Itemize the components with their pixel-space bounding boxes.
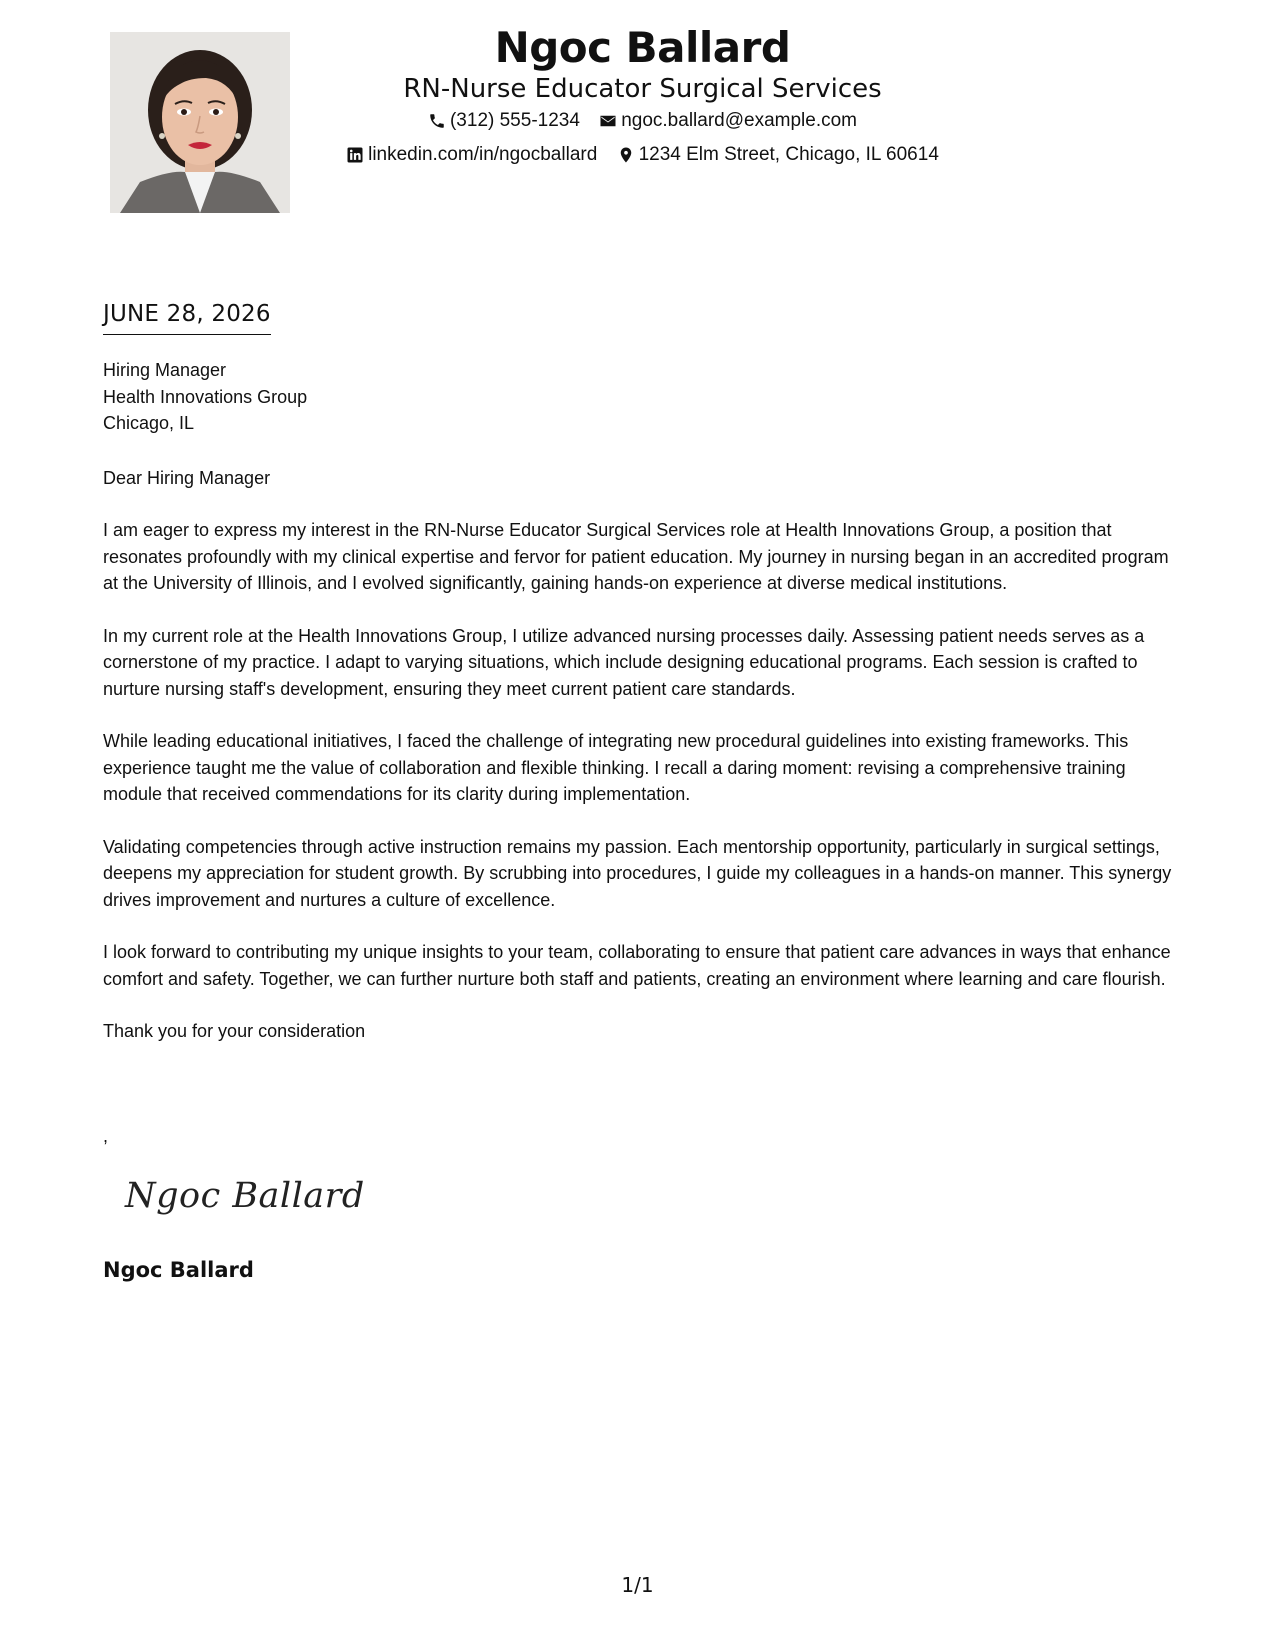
address-text: 1234 Elm Street, Chicago, IL 60614	[638, 144, 939, 165]
phone-contact	[428, 106, 580, 136]
header	[290, 22, 995, 174]
letter-body	[103, 357, 1178, 1045]
contact-line-1	[290, 106, 995, 140]
linkedin-contact[interactable]	[346, 140, 597, 170]
recipient-location: Chicago, IL	[103, 413, 195, 433]
map-marker-icon	[617, 146, 635, 164]
closing-comma: ,	[103, 1126, 109, 1146]
applicant-name: Ngoc Ballard	[494, 23, 791, 72]
paragraph: While leading educational initiatives, I faced the challenge of integrating new procedural guidelines into existing frameworks. This experience taught me the value of collaboration and flexible thinking. I recall a daring moment: revising a comprehensive training module that received commendations for its clarity during implementation.	[103, 731, 1129, 804]
recipient-name: Hiring Manager	[103, 360, 227, 380]
page-number: 1/1	[621, 1573, 654, 1597]
paragraph: I am eager to express my interest in the RN-Nurse Educator Surgical Services role at Health Innovations Group, a position that resonates profoundly with my clinical expertise and fervor for patient education. My journey in nursing began in an accredited program at the University of Illinois, and I evolved significantly, gaining hands-on experience at diverse medical institutions.	[103, 520, 1169, 593]
email-contact[interactable]	[599, 106, 857, 136]
recipient-company: Health Innovations Group	[103, 386, 308, 407]
letter-date: JUNE 28, 2026	[103, 298, 271, 335]
linkedin-icon	[346, 146, 364, 164]
paragraph: In my current role at the Health Innovations Group, I utilize advanced nursing processes daily. Assessing patient needs serves as a cornerstone of my practice. I adapt to varying situations, which include designing educational programs. Each session is crafted to nurture nursing staff's development, ensuring they meet current patient care standards.	[103, 625, 1145, 699]
signer-name: Ngoc Ballard	[103, 1258, 254, 1282]
phone-text: (312) 555-1234	[449, 110, 580, 131]
recipient-block	[103, 357, 1178, 437]
email-text[interactable]: ngoc.ballard@example.com	[621, 110, 857, 131]
profile-photo	[110, 32, 290, 213]
linkedin-text[interactable]: linkedin.com/in/ngocballard	[368, 144, 598, 165]
applicant-title: RN-Nurse Educator Surgical Services	[403, 74, 882, 104]
address-contact	[617, 140, 939, 170]
closing-line: Thank you for your consideration	[103, 1021, 366, 1041]
signature-image: Ngoc Ballard	[125, 1176, 365, 1216]
paragraph: Validating competencies through active instruction remains my passion. Each mentorship opportunity, particularly in surgical settings, deepens my appreciation for student growth. By scrubbing into procedures, I guide my colleagues in a hands-on manner. This synergy drives improvement and nurtures a culture of excellence.	[103, 836, 1172, 910]
paragraph: I look forward to contributing my unique insights to your team, collaborating to ensure that patient care advances in ways that enhance comfort and safety. Together, we can further nurture both staff and patients, creating an environment where learning and care flourish.	[103, 942, 1171, 989]
envelope-icon	[599, 112, 617, 130]
contact-line-2	[290, 140, 995, 174]
salutation: Dear Hiring Manager	[103, 467, 271, 488]
phone-icon	[428, 112, 446, 130]
